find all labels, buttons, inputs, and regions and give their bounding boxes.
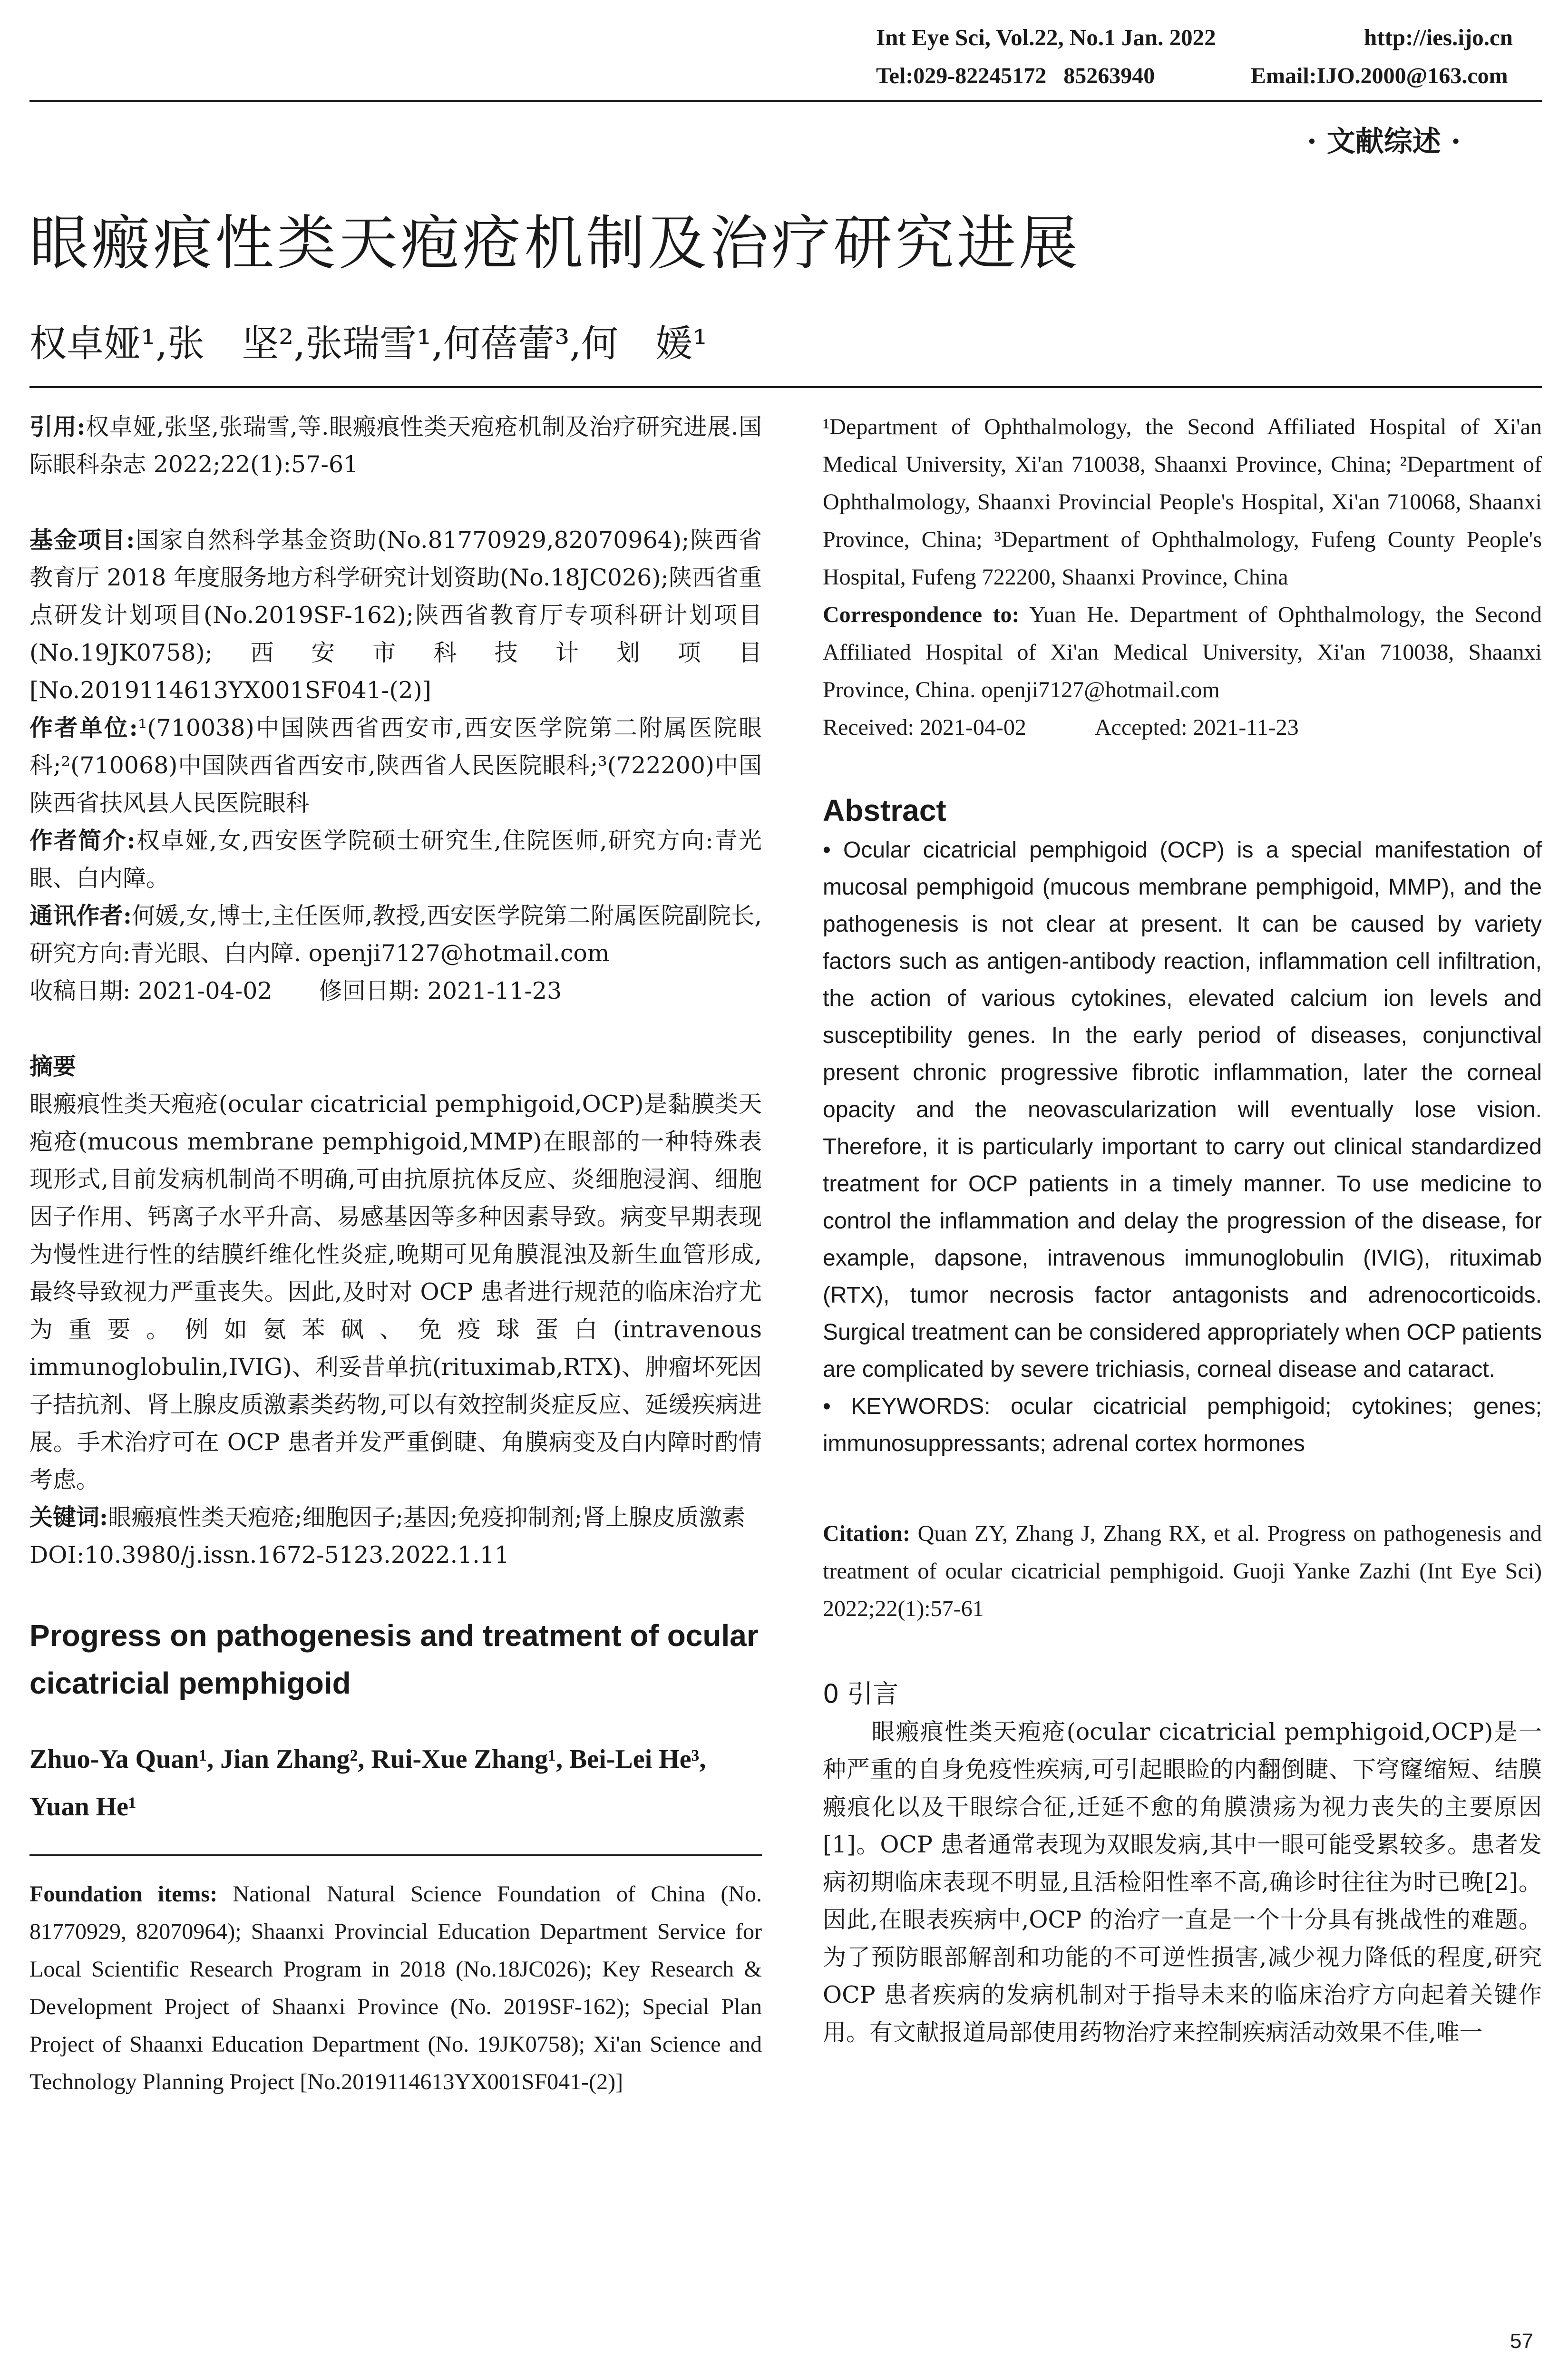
keywords-cn-label: 关键词: xyxy=(29,1503,108,1531)
authors-cn: 权卓娅¹,张 坚²,张瑞雪¹,何蓓蕾³,何 媛¹ xyxy=(29,322,708,365)
left-column xyxy=(29,408,762,2101)
foundation-items-label: Foundation items: xyxy=(29,1881,218,1907)
abstract-cn-heading: 摘要 xyxy=(29,1052,77,1080)
foundation-rule xyxy=(29,1854,762,1856)
funding-cn-text: 国家自然科学基金资助(No.81770929,82070964);陕西省教育厅 2018 年度服务地方科学研究计划资助(No.18JC026);陕西省重点研发计划项目(No.2019SF-162);陕西省教育厅专项科研计划项目(No.19JK0758);西安市科技计划项目[No.2019114613YX001SF041-(2)] xyxy=(29,526,762,704)
journal-url[interactable]: http://ies.ijo.cn xyxy=(1364,24,1513,50)
citation-en xyxy=(823,1515,1542,1627)
intro-heading: 0 引言 xyxy=(823,1679,899,1709)
journal-tel: Tel:029-82245172 85263940 xyxy=(876,63,1155,88)
author-bio-label: 作者简介: xyxy=(29,827,136,854)
citation-cn xyxy=(29,408,762,483)
correspondence-en-text: Yuan He. Department of Ophthalmology, the Second Affiliated Hospital of Xi'an Medical University, Xi'an 710038, Shaanxi Province, China. openji7127@hotmail.com xyxy=(823,602,1542,702)
corresponding-author-text: 何媛,女,博士,主任医师,教授,西安医学院第二附属医院副院长,研究方向:青光眼、白内障. openji7127@hotmail.com xyxy=(29,902,762,967)
corresponding-author xyxy=(29,897,762,972)
journal-line: Int Eye Sci, Vol.22, No.1 Jan. 2022 xyxy=(876,24,1216,50)
author-bio-text: 权卓娅,女,西安医学院硕士研究生,住院医师,研究方向:青光眼、白内障。 xyxy=(29,827,762,892)
funding-cn xyxy=(29,521,762,709)
affiliation-cn xyxy=(29,709,762,822)
correspondence-en-label: Correspondence to: xyxy=(823,602,1020,627)
keywords-en: • KEYWORDS: ocular cicatricial pemphigoid; cytokines; genes; immunosuppressants; adrenal cortex hormones xyxy=(823,1394,1542,1456)
header-rule xyxy=(29,100,1542,102)
author-bio xyxy=(29,822,762,897)
keywords-cn xyxy=(29,1499,762,1536)
abstract-en-text: • Ocular cicatricial pemphigoid (OCP) is a special manifestation of mucosal pemphigoid (mucous membrane pemphigoid, MMP), and the pathogenesis is not clear at present. It can be caused by variety factors such as antigen-antibody reaction, inflammation cell infiltration, the action of various cytokines, elevated calcium ion levels and susceptibility genes. In the early period of diseases, conjunctival present chronic progressive fibrotic inflammation, later the corneal opacity and the neovascularization will eventually lose vision. Therefore, it is particularly important to carry out clinical standardized treatment for OCP patients in a timely manner. To use medicine to control the inflammation and delay the progression of the disease, for example, dapsone, intravenous immunoglobulin (IVIG), rituximab (RTX), tumor necrosis factor antagonists and adrenocorticoids. Surgical treatment can be considered appropriately when OCP patients are complicated by severe trichiasis, corneal disease and cataract. xyxy=(823,838,1542,1382)
corresponding-author-label: 通讯作者: xyxy=(29,902,132,929)
abstract-en-heading: Abstract xyxy=(823,793,946,828)
funding-cn-label: 基金项目: xyxy=(29,526,135,554)
citation-en-label: Citation: xyxy=(823,1521,910,1546)
journal-email[interactable]: Email:IJO.2000@163.com xyxy=(1251,63,1508,88)
keywords-cn-text: 眼瘢痕性类天疱疮;细胞因子;基因;免疫抑制剂;肾上腺皮质激素 xyxy=(108,1504,746,1531)
page-title: 眼瘢痕性类天疱疮机制及治疗研究进展 xyxy=(29,209,1081,278)
citation-cn-label: 引用: xyxy=(29,413,86,440)
english-title: Progress on pathogenesis and treatment of ocular cicatricial pemphigoid xyxy=(29,1618,759,1700)
english-authors: Zhuo-Ya Quan¹, Jian Zhang², Rui-Xue Zhang¹, Bei-Lei He³, Yuan He¹ xyxy=(29,1744,706,1822)
section-tag: · 文献综述 · xyxy=(1307,125,1461,158)
affiliations-en: ¹Department of Ophthalmology, the Second Affiliated Hospital of Xi'an Medical University, Xi'an 710038, Shaanxi Province, China; ²Department of Ophthalmology, Shaanxi Provincial People's Hospital, Xi'an 710068, Shaanxi Province, China; ³Department of Ophthalmology, Fufeng County People's Hospital, Fufeng 722200, Shaanxi Province, China xyxy=(823,414,1542,590)
title-rule xyxy=(29,386,1542,388)
doi: DOI:10.3980/j.issn.1672-5123.2022.1.11 xyxy=(29,1541,510,1568)
received-accepted: Received: 2021-04-02 Accepted: 2021-11-23 xyxy=(823,715,1299,740)
right-column xyxy=(823,408,1542,2051)
foundation-items-text: National Natural Science Foundation of China (No. 81770929, 82070964); Shaanxi Provincial Education Department Service for Local Scientific Research Program in 2018 (No.18JC026); Key Research & Development Project of Shaanxi Province (No. 2019SF-162); Special Plan Project of Shaanxi Education Department (No. 19JK0758); Xi'an Science and Technology Planning Project [No.2019114613YX001SF041-(2)] xyxy=(29,1881,762,2094)
abstract-cn-text: 眼瘢痕性类天疱疮(ocular cicatricial pemphigoid,OCP)是黏膜类天疱疮(mucous membrane pemphigoid,MMP)在眼部的一种特殊表现形式,目前发病机制尚不明确,可由抗原抗体反应、炎细胞浸润、细胞因子作用、钙离子水平升高、易感基因等多种因素导致。病变早期表现为慢性进行性的结膜纤维化性炎症,晚期可见角膜混浊及新生血管形成,最终导致视力严重丧失。因此,及时对 OCP 患者进行规范的临床治疗尤为重要。例如氨苯砜、免疫球蛋白(intravenous immunoglobulin,IVIG)、利妥昔单抗(rituximab,RTX)、肿瘤坏死因子拮抗剂、肾上腺皮质激素类药物,可以有效控制炎症反应、延缓疾病进展。手术治疗可在 OCP 患者并发严重倒睫、角膜病变及白内障时酌情考虑。 xyxy=(29,1091,762,1493)
citation-en-text: Quan ZY, Zhang J, Zhang RX, et al. Progress on pathogenesis and treatment of ocular cicatricial pemphigoid. Guoji Yanke Zazhi (Int Eye Sci) 2022;22(1):57-61 xyxy=(823,1521,1542,1621)
affiliation-cn-label: 作者单位: xyxy=(29,714,138,741)
dates-cn: 收稿日期: 2021-04-02 修回日期: 2021-11-23 xyxy=(29,977,562,1004)
affiliation-cn-text: ¹(710038)中国陕西省西安市,西安医学院第二附属医院眼科;²(710068)中国陕西省西安市,陕西省人民医院眼科;³(722200)中国陕西省扶风县人民医院眼科 xyxy=(29,714,762,817)
correspondence-en xyxy=(823,596,1542,709)
page-number: 57 xyxy=(1510,2329,1533,2353)
foundation-items xyxy=(29,1875,762,2101)
intro-text: 眼瘢痕性类天疱疮(ocular cicatricial pemphigoid,OCP)是一种严重的自身免疫性疾病,可引起眼睑的内翻倒睫、下穹窿缩短、结膜瘢痕化以及干眼综合征,迁延不愈的角膜溃疡为视力丧失的主要原因[1]。OCP 患者通常表现为双眼发病,其中一眼可能受累较多。患者发病初期临床表现不明显,且活检阳性率不高,确诊时往往为时已晚[2]。因此,在眼表疾病中,OCP 的治疗一直是一个十分具有挑战性的难题。为了预防眼部解剖和功能的不可逆性损害,减少视力降低的程度,研究 OCP 患者疾病的发病机制对于指导未来的临床治疗方向起着关键作用。有文献报道局部使用药物治疗来控制疾病活动效果不佳,唯一 xyxy=(823,1718,1542,2046)
citation-cn-text: 权卓娅,张坚,张瑞雪,等.眼瘢痕性类天疱疮机制及治疗研究进展.国际眼科杂志 2022;22(1):57-61 xyxy=(29,413,762,478)
